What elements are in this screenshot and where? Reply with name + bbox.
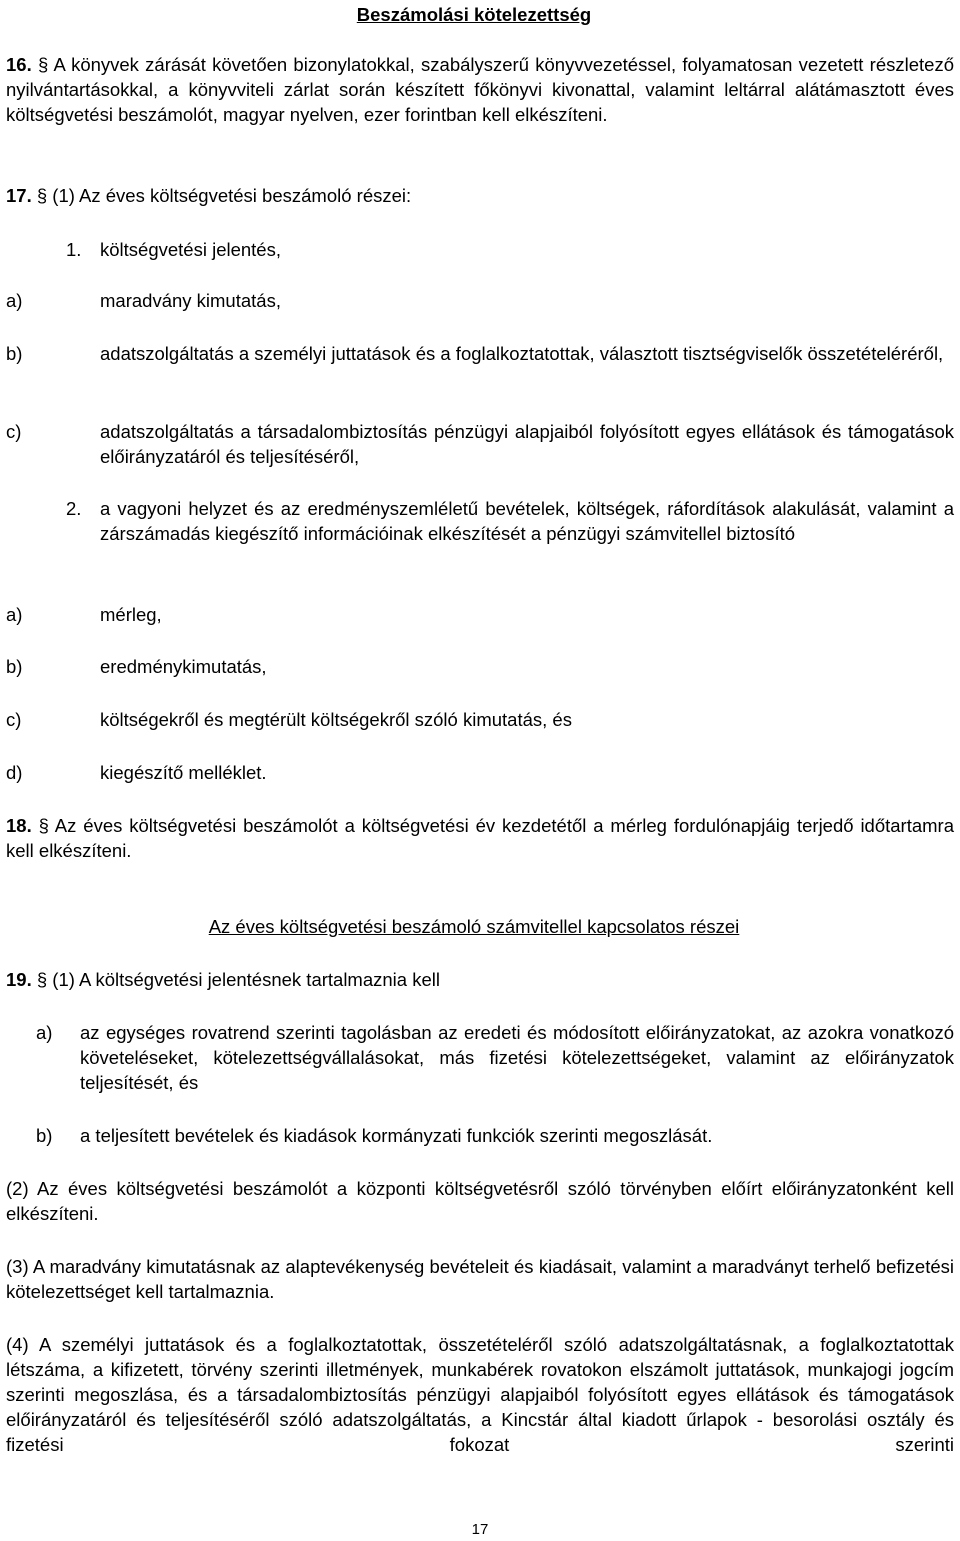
section-sign: § [36, 969, 48, 990]
list-text: adatszolgáltatás a személyi juttatások és a foglalkoztatottak, választott tisztségviselők összetételéréről, [100, 343, 944, 364]
section-17-number: 17. [6, 185, 32, 206]
section-19-intro [6, 967, 954, 992]
list-text: a vagyoni helyzet és az eredményszemléletű bevételek, költségek, ráfordítások alakulását, valamint a zárszámadás kiegészítő információinak elkészítését a pénzügyi számvitellel biztosító [100, 498, 954, 544]
section-17-intro [6, 183, 954, 208]
list-text: eredménykimutatás, [100, 656, 267, 677]
section-19-para-3: (3) A maradvány kimutatásnak az alaptevékenység bevételeit és kiadásait, valamint a maradványt terhelő befizetési kötelezettséget kell tartalmaznia. [6, 1256, 954, 1302]
list-item-1a [6, 288, 954, 313]
section-sign: § [36, 185, 48, 206]
list-item-2c [6, 707, 954, 732]
list-text: költségekről és megtérült költségekről szóló kimutatás, és [100, 709, 572, 730]
list-text: mérleg, [100, 604, 162, 625]
section-18 [6, 813, 954, 863]
section-19-para-4: (4) A személyi juttatások és a foglalkoztatottak, összetételéről szóló adatszolgáltatásnak, a foglalkoztatottak létszáma, a kifizetett, törvény szerinti illetmények, munkabérek rovatokon elszámolt juttatások, munkajogi jogcím szerinti megoszlása, és a társadalombiztosítás pénzügyi alapjaiból folyósított egyes ellátások és támogatások előirányzatáról és teljesítéséről szóló adatszolgáltatás, a Kincstár által kiadott űrlapok - besorolási osztály és fizetési fokozat szerinti [6, 1334, 954, 1455]
list-item-point-2 [66, 496, 954, 546]
list-label: b) [6, 343, 23, 364]
page-number: 17 [471, 1521, 489, 1538]
section-16-text: A könyvek zárását követően bizonylatokkal, szabályszerű könyvvezetéssel, folyamatosan vezetett részletező nyilvántartásokkal, a könyvviteli zárlat során készített főkönyvi kivonattal, valamint leltárral alátámasztott éves költségvetési beszámolót, magyar nyelven, ezer forintban kell elkészíteni. [6, 54, 954, 125]
section-18-number: 18. [6, 815, 32, 836]
list-text: kiegészítő melléklet. [100, 762, 267, 783]
list-label: c) [6, 421, 22, 442]
list-item-2d [6, 760, 954, 785]
list-text: az egységes rovatrend szerinti tagolásban az eredeti és módosított előirányzatokat, az azokra vonatkozó követeléseket, kötelezettségvállalásokat, más fizetési kötelezettségeket, valamint az előirányzatok teljesítését, és [80, 1022, 954, 1093]
list-label: a) [6, 604, 23, 625]
list-label: 2. [66, 498, 82, 519]
section-sign: § [37, 54, 49, 75]
list-label: b) [6, 656, 23, 677]
list-label: d) [6, 762, 23, 783]
section-16-number: 16. [6, 54, 32, 75]
list-label: a) [6, 290, 23, 311]
section-subheading: Az éves költségvetési beszámoló számvitellel kapcsolatos részei [208, 916, 740, 937]
section-19-intro-text: (1) A költségvetési jelentésnek tartalmaznia kell [52, 969, 440, 990]
list-item-2a [6, 602, 954, 627]
list-text: költségvetési jelentés, [100, 239, 281, 260]
list-item-19a [36, 1020, 954, 1095]
list-label: b) [36, 1125, 53, 1146]
list-item-2b [6, 654, 954, 679]
list-item-point-1 [66, 237, 954, 262]
page-title: Beszámolási kötelezettség [356, 4, 592, 25]
list-item-19b [36, 1123, 954, 1148]
list-text: maradvány kimutatás, [100, 290, 281, 311]
list-text: a teljesített bevételek és kiadások kormányzati funkciók szerinti megoszlását. [80, 1125, 713, 1146]
list-label: c) [6, 709, 22, 730]
list-item-1c [6, 419, 954, 469]
list-label: a) [36, 1022, 53, 1043]
list-text: adatszolgáltatás a társadalombiztosítás pénzügyi alapjaiból folyósított egyes ellátások és támogatások előirányzatáról és teljesítéséről, [100, 421, 954, 467]
list-label: 1. [66, 239, 82, 260]
section-sign: § [38, 815, 49, 836]
section-17-intro-text: (1) Az éves költségvetési beszámoló részei: [52, 185, 412, 206]
section-19-number: 19. [6, 969, 32, 990]
section-18-text: Az éves költségvetési beszámolót a költségvetési év kezdetétől a mérleg fordulónapjáig terjedő időtartamra kell elkészíteni. [6, 815, 955, 861]
list-item-1b [6, 341, 954, 366]
section-16 [6, 52, 954, 127]
section-19-para-2: (2) Az éves költségvetési beszámolót a központi költségvetésről szóló törvényben előírt előirányzatonként kell elkészíteni. [6, 1178, 954, 1224]
